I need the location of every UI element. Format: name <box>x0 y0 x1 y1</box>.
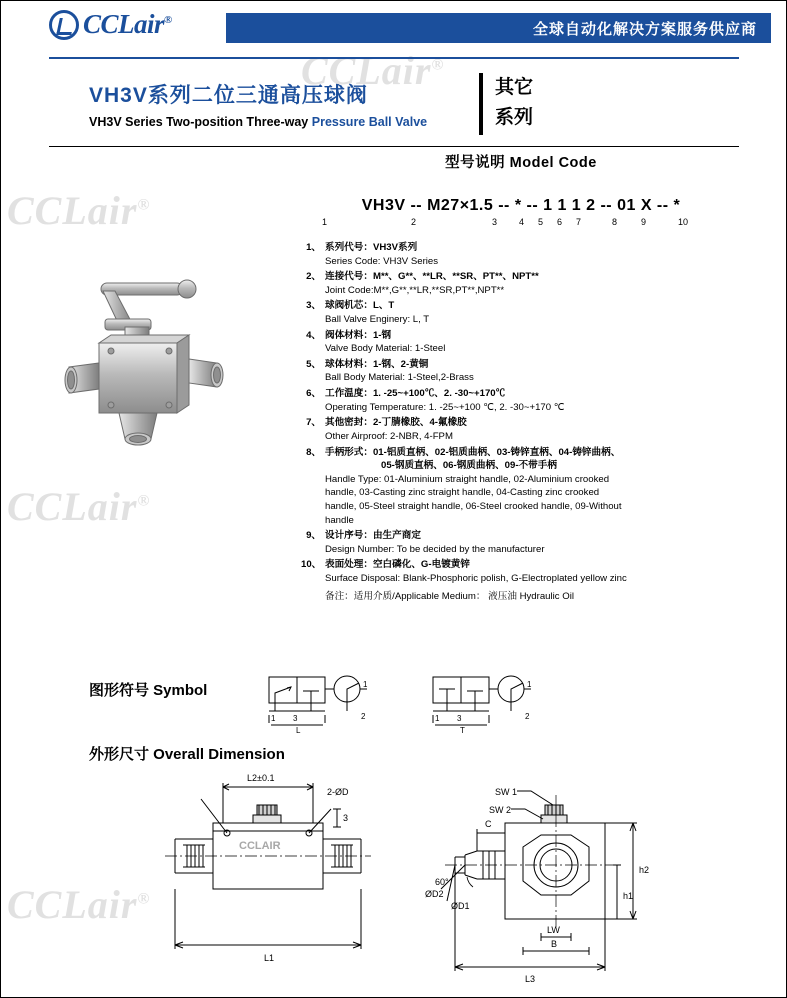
title-divider <box>49 146 739 147</box>
front-hole-callout: 2-ØD <box>327 787 349 797</box>
brand-logo <box>49 9 172 40</box>
svg-text:1: 1 <box>363 680 368 689</box>
legend-en: Other Airproof: 2-NBR, 4-FPM <box>325 430 453 442</box>
svg-text:1: 1 <box>271 714 276 723</box>
symbol-section-heading: 图形符号 Symbol <box>89 682 208 699</box>
legend-en: Operating Temperature: 1. -25~+100 ℃, 2. -30~+170 ℃ <box>325 401 565 413</box>
legend-en: Ball Body Material: 1-Steel,2-Brass <box>325 372 474 384</box>
svg-text:1: 1 <box>435 714 440 723</box>
legend-number: 4、 <box>306 329 321 341</box>
watermark: CCLair® <box>7 484 151 529</box>
code-pos-9: 9 <box>641 217 647 227</box>
watermark: CCLair® <box>7 188 151 233</box>
side-c-label: C <box>485 819 492 829</box>
svg-text:3: 3 <box>293 714 298 723</box>
symbol-diagram-t <box>431 673 551 735</box>
legend-en: handle, 03-Casting zinc straight handle, 04-Casting zinc crooked <box>325 487 600 499</box>
legend-item <box>301 241 741 268</box>
logo-text <box>83 9 172 40</box>
side-angle-label: 60° <box>435 877 449 887</box>
legend-number: 9、 <box>306 530 321 542</box>
legend-number: 6、 <box>306 388 321 400</box>
logo-wordmark: CCLair <box>83 9 165 39</box>
code-pos-1: 1 <box>322 217 328 227</box>
legend-body <box>325 446 741 528</box>
svg-text:1: 1 <box>527 680 532 689</box>
watermark: CCLair® <box>7 882 151 927</box>
legend-number: 7、 <box>306 417 321 429</box>
legend-item <box>301 529 741 556</box>
model-code-heading: 型号说明 Model Code <box>445 155 597 171</box>
legend-en: handle, 05-Steel straight handle, 06-Steel crooked handle, 09-Without <box>325 500 622 512</box>
legend-body <box>325 416 741 443</box>
legend-number: 2、 <box>306 271 321 283</box>
legend-body <box>325 558 741 585</box>
front-bottom-dim-label: L1 <box>264 953 275 963</box>
legend-en: handle <box>325 514 354 526</box>
legend-en: Design Number: To be decided by the manufacturer <box>325 543 545 555</box>
legend-cn-cont: 05-钢质直柄、06-钢质曲柄、09-不带手柄 <box>381 460 557 472</box>
series-badge-line2: 系列 <box>495 107 534 128</box>
side-d1-label: ØD1 <box>451 901 470 911</box>
header-banner <box>226 13 771 43</box>
svg-text:2: 2 <box>361 712 366 721</box>
legend-cn: 球体材料：1-钢、2-黄铜 <box>325 358 429 370</box>
page-title-cn: VH3V系列二位三通高压球阀 <box>89 84 368 107</box>
legend-en: Valve Body Material: 1-Steel <box>325 343 446 355</box>
header-banner-text: 全球自动化解决方案服务供应商 <box>532 20 757 38</box>
legend-number: 3、 <box>306 300 321 312</box>
legend-cn: 设计序号：由生产商定 <box>325 530 421 542</box>
legend-item <box>301 387 741 414</box>
legend-cn: 球阀机芯：L、T <box>325 300 395 312</box>
code-pos-2: 2 <box>411 217 417 227</box>
side-l3-label: L3 <box>525 974 536 984</box>
legend-number: 8、 <box>306 446 321 458</box>
side-d2-label: ØD2 <box>425 889 444 899</box>
logo-mark-icon <box>49 10 79 40</box>
legend-cn: 表面处理：空白磷化、G-电镀黄锌 <box>325 559 470 571</box>
legend-item <box>301 416 741 443</box>
legend-body <box>325 270 741 297</box>
svg-text:3: 3 <box>457 714 462 723</box>
legend-number: 10、 <box>301 559 322 571</box>
series-badge <box>479 73 533 135</box>
legend-en: Series Code: VH3V Series <box>325 255 439 267</box>
code-pos-7: 7 <box>576 217 582 227</box>
side-sw2-label: SW 2 <box>489 805 512 815</box>
model-code-string: VH3V -- M27×1.5 -- * -- 1 1 1 2 -- 01 X -- * <box>361 197 681 214</box>
front-depth-callout: 3 <box>343 813 349 823</box>
side-b-label: B <box>551 939 558 949</box>
legend-en: Surface Disposal: Blank-Phosphoric polish, G-Electroplated yellow zinc <box>325 573 627 585</box>
legend-cn: 手柄形式：01-铝质直柄、02-铝质曲柄、03-铸锌直柄、04-铸锌曲柄、 <box>325 446 621 458</box>
legend-item <box>301 270 741 297</box>
side-h2-label: h2 <box>639 865 650 875</box>
product-photo <box>59 263 274 453</box>
code-pos-10: 10 <box>678 217 689 227</box>
dimension-side-view <box>421 769 701 984</box>
legend-body <box>325 299 741 326</box>
side-sw1-label: SW 1 <box>495 787 518 797</box>
legend-body <box>325 241 741 268</box>
series-badge-line1: 其它 <box>495 77 534 98</box>
side-h1-label: h1 <box>623 891 634 901</box>
model-code-section <box>301 151 741 603</box>
legend-en: Handle Type: 01-Aluminium straight handle, 02-Aluminium crooked <box>325 473 610 485</box>
registered-mark: ® <box>164 14 172 26</box>
svg-text:T: T <box>460 726 465 735</box>
legend-body <box>325 387 741 414</box>
svg-text:L: L <box>296 726 301 735</box>
page-title-en-part1: VH3V Series Two-position Three-way <box>89 115 312 129</box>
side-lw-label: LW <box>547 925 560 935</box>
dimension-front-view <box>161 769 381 984</box>
legend-number: 1、 <box>306 242 321 253</box>
code-pos-3: 3 <box>492 217 498 227</box>
symbol-diagram-l <box>267 673 387 735</box>
legend-item <box>301 299 741 326</box>
front-body-brand-text: CCLAIR <box>239 840 281 852</box>
legend-body <box>325 329 741 356</box>
page-header <box>1 1 786 57</box>
svg-text:2: 2 <box>525 712 530 721</box>
legend-item <box>301 329 741 356</box>
legend-body <box>325 529 741 556</box>
legend-item <box>301 558 741 585</box>
code-pos-5: 5 <box>538 217 544 227</box>
legend-item <box>301 446 741 528</box>
legend-body <box>325 358 741 385</box>
model-code-legend <box>301 241 741 603</box>
code-pos-6: 6 <box>557 217 563 227</box>
watermark: CCLair® <box>301 48 445 93</box>
legend-number: 5、 <box>306 358 321 370</box>
code-pos-8: 8 <box>612 217 618 227</box>
legend-cn: 连接代号：M**、G**、**LR、**SR、PT**、NPT** <box>325 271 539 283</box>
model-code-position-numbers <box>301 217 741 231</box>
legend-en: Ball Valve Enginery: L, T <box>325 314 430 326</box>
legend-cn: 其他密封：2-丁腈橡胶、4-氟橡胶 <box>325 417 467 429</box>
legend-cn: 工作温度：1. -25~+100℃、2. -30~+170℃ <box>325 388 506 400</box>
dimension-section-heading: 外形尺寸 Overall Dimension <box>89 746 285 763</box>
applicable-medium-note: 备注：适用介质/Applicable Medium： 液压油 Hydraulic Oil <box>325 590 574 602</box>
header-divider <box>49 57 739 59</box>
legend-cn: 阀体材料：1-钢 <box>325 329 392 341</box>
page-title-en-part2: Pressure Ball Valve <box>311 115 428 129</box>
page-title-en <box>89 115 427 129</box>
legend-cn: 系列代号：VH3V系列 <box>325 242 418 253</box>
front-top-dim-label: L2±0.1 <box>247 773 275 783</box>
code-pos-4: 4 <box>519 217 525 227</box>
legend-item <box>301 358 741 385</box>
legend-en: Joint Code:M**,G**,**LR,**SR,PT**,NPT** <box>325 284 505 296</box>
